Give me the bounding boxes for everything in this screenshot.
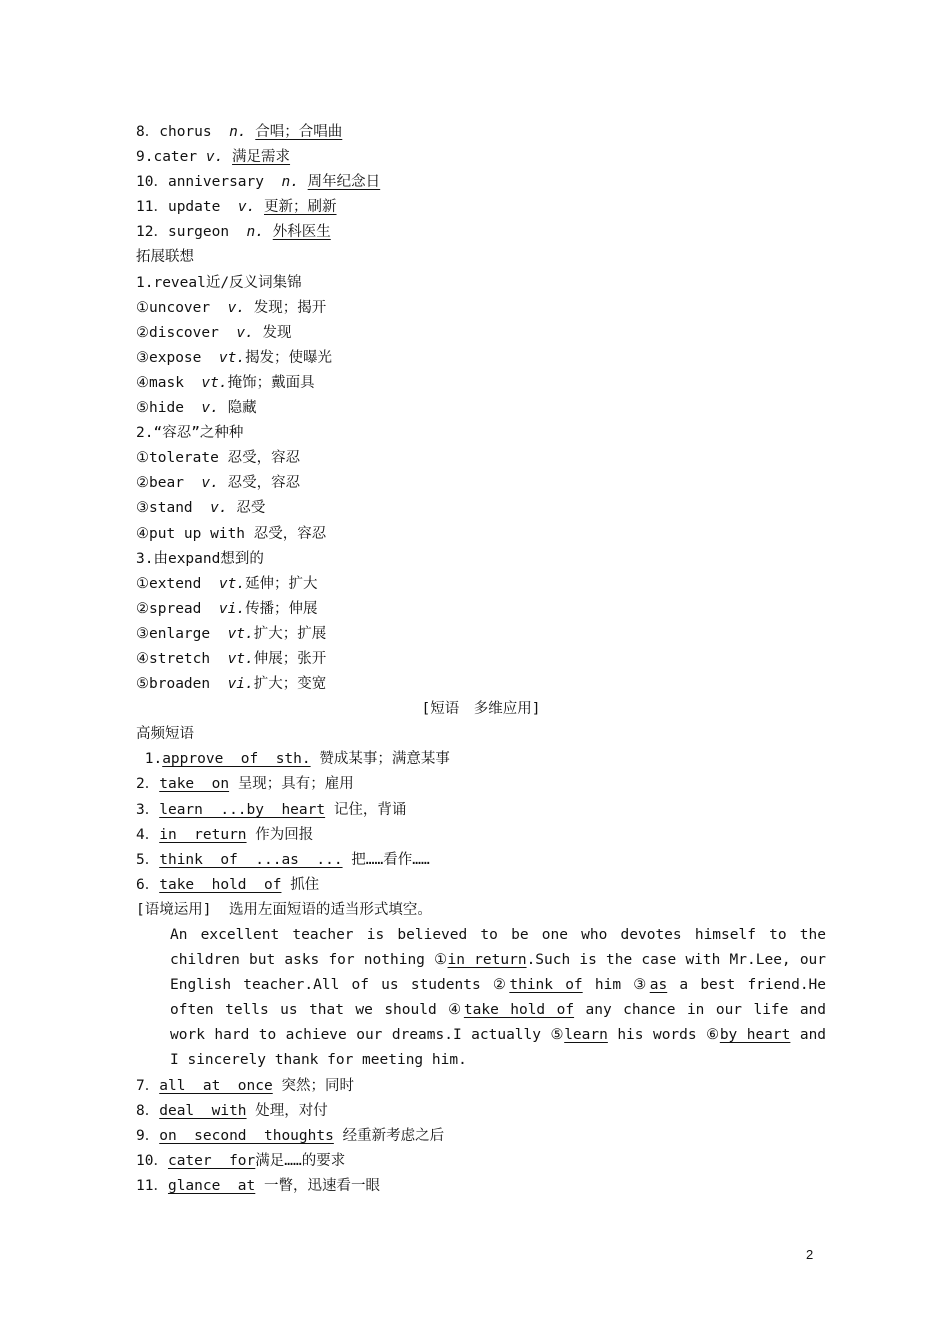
context-instruction: [语境运用] 选用左面短语的适当形式填空。 [136,901,432,918]
section-title: [短语 多维应用] [421,701,541,718]
group-item: ④stretch vt.伸展；张开 [136,650,327,667]
vocab-item: 8．chorus n. 合唱；合唱曲 [136,124,343,140]
group-item: ④mask vt.掩饰；戴面具 [136,374,315,391]
vocab-item: 9.cater v. 满足需求 [136,149,291,166]
vocab-item: 11．update v. 更新；刷新 [136,199,337,216]
context-paragraph: An excellent teacher is believed to be one who devotes himself to the children but asks for nothing ①in return.Such is the case with Mr.Lee, our English teacher.All of us students ②think of him ③as a best friend.He often tells us that we should ④take hold of any chance in our life and work hard to achieve our dreams.I actually ⑤learn his words ⑥by heart and I sincerely thank for meeting him. [170,927,827,1069]
group-title: 2.“容忍”之种种 [136,425,244,442]
group-item: ①extend vt.延伸；扩大 [136,575,318,592]
page-number: 2 [806,1247,814,1262]
phrase-item: 7．all at once 突然；同时 [136,1077,354,1094]
group-item: ②bear v. 忍受，容忍 [136,475,301,492]
group-item: ③expose vt.揭发；使曝光 [136,349,333,366]
answer-blank: think of [509,977,583,994]
document-page [136,120,826,1199]
group-item: ①tolerate 忍受，容忍 [136,450,301,467]
phrase-item: 9．on second thoughts 经重新考虑之后 [136,1127,445,1144]
phrase-item: 5．think of ...as ... 把……看作…… [136,851,430,868]
group-item: ③stand v. 忍受 [136,500,266,517]
vocab-item: 10．anniversary n. 周年纪念日 [136,174,381,191]
group-item: ⑤hide v. 隐藏 [136,400,257,417]
phrase-item: 10．cater for满足……的要求 [136,1152,346,1169]
expansion-heading: 拓展联想 [136,249,194,266]
phrase-item: 6．take hold of 抓住 [136,876,320,893]
phrase-item: 4．in return 作为回报 [136,826,314,843]
group-item: ④put up with 忍受，容忍 [136,525,327,542]
phrase-item: 1.approve of sth. 赞成某事；满意某事 [136,751,450,768]
group-item: ②discover v. 发现 [136,324,292,341]
answer-blank: as [649,977,668,994]
answer-blank: by heart [719,1027,791,1044]
group-item: ①uncover v. 发现；揭开 [136,299,327,316]
phrases-heading: 高频短语 [136,726,194,743]
phrase-item: 8．deal with 处理，对付 [136,1102,328,1119]
answer-blank: take hold of [463,1002,575,1019]
vocab-item: 12．surgeon n. 外科医生 [136,224,331,241]
group-item: ②spread vi.传播；伸展 [136,600,318,617]
phrase-item: 3．learn ...by heart 记住，背诵 [136,801,407,818]
group-item: ⑤broaden vi.扩大；变宽 [136,676,327,693]
group-title: 1.reveal近/反义词集锦 [136,274,302,291]
answer-blank: learn [564,1027,608,1044]
phrase-item: 11．glance at 一瞥，迅速看一眼 [136,1177,381,1194]
phrase-item: 2．take on 呈现；具有；雇用 [136,776,354,793]
answer-blank: in return [447,952,527,969]
group-title: 3.由expand想到的 [136,550,264,567]
group-item: ③enlarge vt.扩大；扩展 [136,625,327,642]
